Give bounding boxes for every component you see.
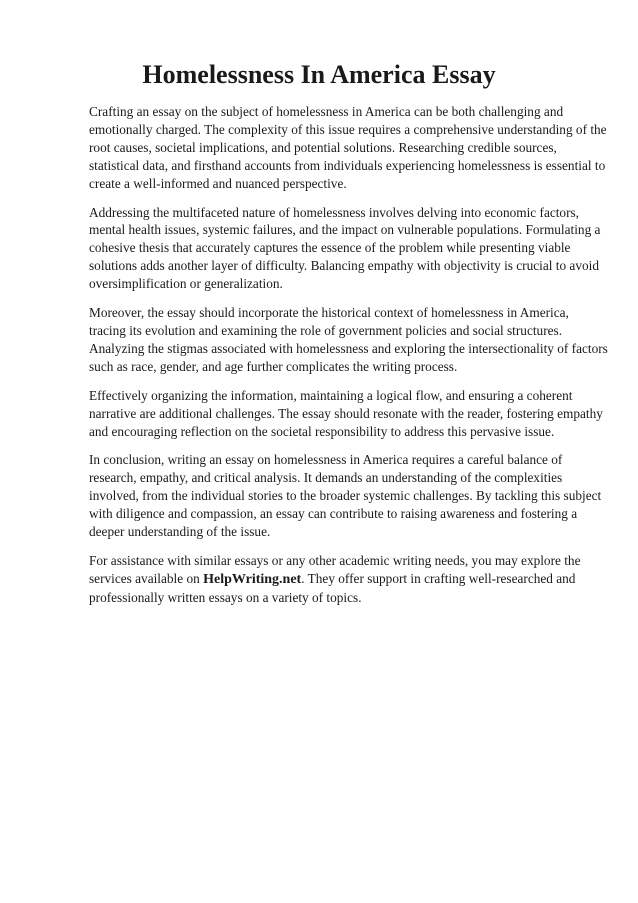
- closing-text-before: For assistance with similar essays or any other academic writing needs, you may explore the services available on: [89, 552, 581, 586]
- paragraph-4: Effectively organizing the information, maintaining a logical flow, and ensuring a coherent narrative are additional challenges. The essay should resonate with the reader, fostering empathy and encouraging reflection on the societal responsibility to address this pervasive issue.: [89, 387, 603, 439]
- closing-text-after: . They offer support in crafting well-researched and professionally written essays on a variety of topics.: [89, 570, 576, 605]
- brand-link[interactable]: HelpWriting.net: [203, 571, 302, 587]
- paragraph-5: In conclusion, writing an essay on homelessness in America requires a careful balance of research, empathy, and critical analysis. It demands an understanding of the complexities involved, from the individual stories to the broader systemic challenges. By tackling this subject with diligence and compassion, an essay can contribute to raising awareness and fostering a deeper understanding of the issue.: [89, 452, 602, 540]
- paragraph-1: Crafting an essay on the subject of homelessness in America can be both challenging and emotionally charged. The complexity of this issue requires a comprehensive understanding of the root causes, societal implications, and potential solutions. Researching credible sources, statistical data, and firsthand accounts from individuals experiencing homelessness is essential to create a well-informed and nuanced perspective.: [89, 104, 607, 191]
- essay-body: [89, 103, 609, 618]
- paragraph-2: Addressing the multifaceted nature of homelessness involves delving into economic factors, mental health issues, systemic failures, and the impact on vulnerable populations. Formulating a cohesive thesis that accurately captures the essence of the problem while presenting viable solutions adds another layer of difficulty. Balancing empathy with objectivity is crucial to avoid oversimplification or generalization.: [89, 204, 601, 292]
- closing-paragraph: [89, 552, 609, 607]
- paragraph-3: Moreover, the essay should incorporate the historical context of homelessness in America, tracing its evolution and examining the role of government policies and social structures. Analyzing the stigmas associated with homelessness and exploring the intersectionality of factors such as race, gender, and age further complicates the writing process.: [89, 305, 608, 374]
- page-title: Homelessness In America Essay: [142, 60, 496, 89]
